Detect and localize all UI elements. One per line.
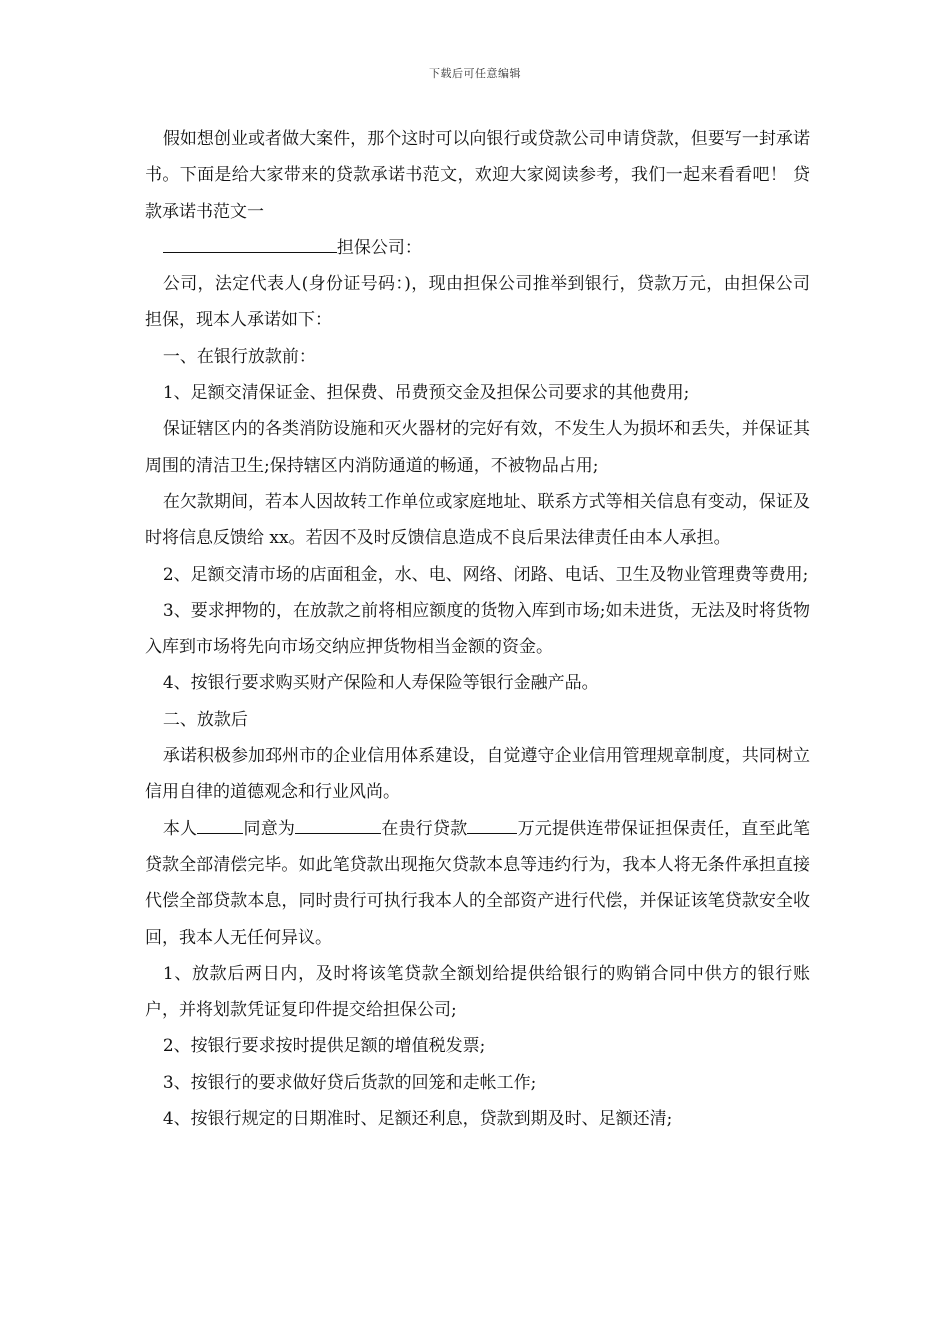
company-statement-paragraph: 公司，法定代表人(身份证号码：)，现由担保公司推举到银行，贷款万元，由担保公司担保，现本人承诺如下： [145,274,810,331]
list-item: 2、足额交清市场的店面租金，水、电、网络、闭路、电话、卫生及物业管理费等费用; [162,564,809,585]
list-item: 1、足额交清保证金、担保费、吊费预交金及担保公司要求的其他费用; [162,383,690,404]
list-item: 4、按银行规定的日期准时、足额还利息，贷款到期及时、足额还清; [162,1109,673,1130]
list-item: 3、按银行的要求做好贷后货款的回笼和走帐工作; [162,1072,537,1093]
guarantee-company-line [145,230,810,266]
list-item: 在欠款期间，若本人因故转工作单位或家庭地址、联系方式等相关信息有变动，保证及时将信息反馈给 xx。若因不及时反馈信息造成不良后果法律责任由本人承担。 [145,491,810,549]
intro-paragraph: 假如想创业或者做大案件，那个这时可以向银行或贷款公司申请贷款，但要写一封承诺书。下面是给大家带来的贷款承诺书范文，欢迎大家阅读参考，我们一起来看看吧！ 贷款承诺书范文一 [145,129,810,222]
blank-line [467,815,517,834]
list-item: 2、按银行要求按时提供足额的增值税发票; [162,1036,486,1057]
document-body [145,121,810,1137]
list-item: 保证辖区内的各类消防设施和灭火器材的完好有效，不发生人为损坏和丢失，并保证其周围的清洁卫生;保持辖区内消防通道的畅通，不被物品占用; [145,419,810,476]
guarantor-statement-paragraph: 本人 同意为 在贵行贷款 万元提供连带保证担保责任，直至此笔贷款全部清偿完毕。如此笔贷款出现拖欠贷款本息等违约行为，我本人将无条件承担直接代偿全部贷款本息，同时贵行可执行我本人的全部资产进行代偿，并保证该笔贷款安全收回，我本人无任何异议。 [145,811,810,956]
list-item: 1、放款后两日内，及时将该笔贷款全额划给提供给银行的购销合同中供方的银行账户，并将划款凭证复印件提交给担保公司; [145,963,810,1021]
section-heading-after-loan: 二、放款后 [162,709,248,730]
blank-line [163,234,337,253]
page-header: 下载后可任意编辑 [429,67,521,80]
blank-line [295,815,381,834]
guarantee-company-label: 担保公司： [336,237,422,258]
blank-line [197,815,243,834]
list-item: 4、按银行要求购买财产保险和人寿保险等银行金融产品。 [162,673,599,694]
list-item: 3、要求押物的，在放款之前将相应额度的货物入库到市场;如未进货，无法及时将货物入库到市场将先向市场交纳应押货物相当金额的资金。 [145,600,810,658]
section-heading-before-loan: 一、在银行放款前： [162,346,316,367]
credit-commitment-paragraph: 承诺积极参加邳州市的企业信用体系建设，自觉遵守企业信用管理规章制度，共同树立信用自律的道德观念和行业风尚。 [145,746,810,803]
